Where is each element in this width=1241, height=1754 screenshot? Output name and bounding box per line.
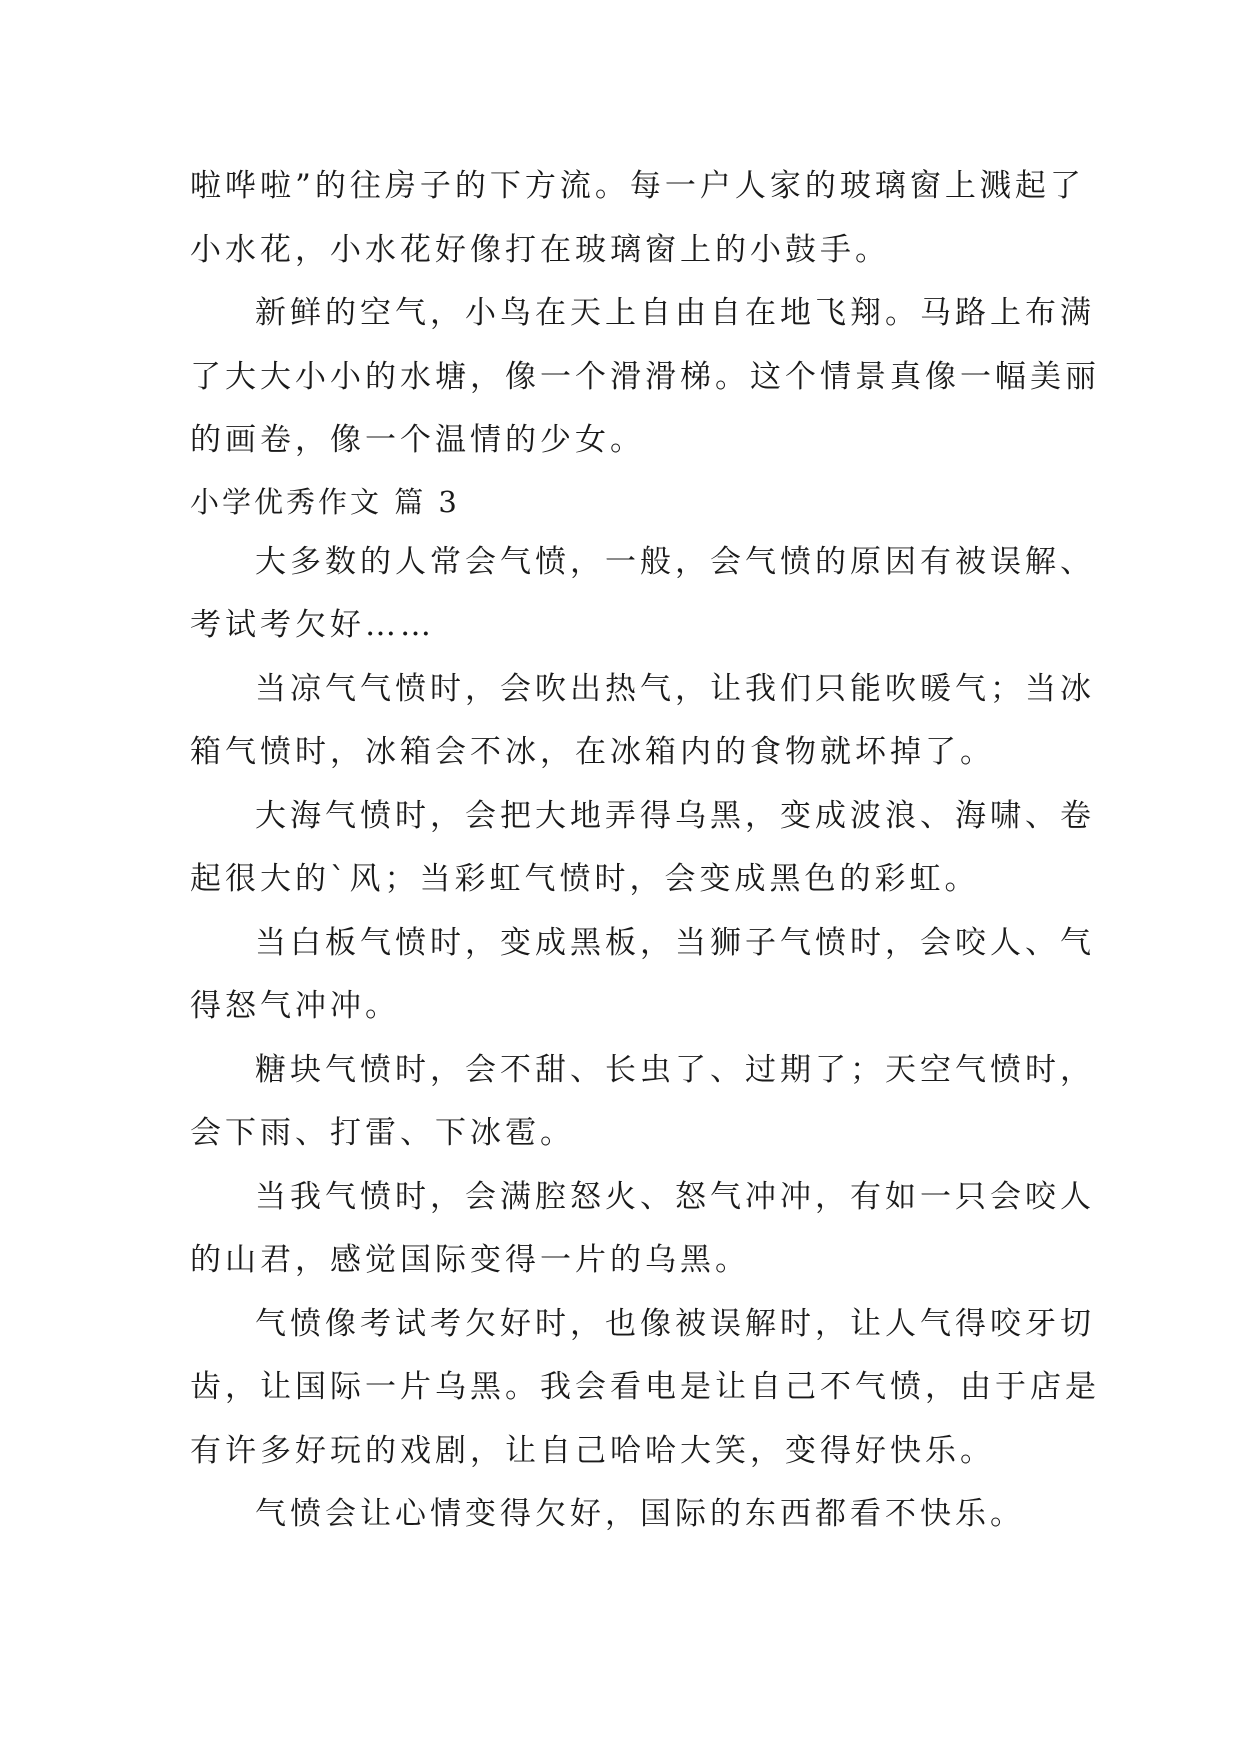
- text-line: 糖块气愤时，会不甜、长虫了、过期了；天空气愤时，: [255, 1051, 1095, 1088]
- text-line: 当我气愤时，会满腔怒火、怒气冲冲，有如一只会咬人: [255, 1178, 1095, 1215]
- text-line: 啦哗啦”的往房子的下方流。每一户人家的玻璃窗上溅起了: [190, 168, 1085, 204]
- text-line: 得怒气冲冲。: [190, 988, 400, 1024]
- text-line: 有许多好玩的戏剧，让自己哈哈大笑，变得好快乐。: [190, 1432, 995, 1469]
- paragraph-whiteboard-lion: [190, 912, 1095, 1039]
- paragraph-fresh-air: [190, 282, 1100, 473]
- text-line: 考试考欠好……: [190, 607, 435, 643]
- text-line: 当凉气气愤时，会吹出热气，让我们只能吹暖气；当冰: [255, 670, 1095, 707]
- section-heading: 小学优秀作文 篇 3: [190, 484, 460, 519]
- text-line: 齿，让国际一片乌黑。我会看电是让自己不气愤，由于店是: [190, 1369, 1100, 1405]
- paragraph-sea-rainbow: [190, 785, 1095, 912]
- text-line: 气愤会让心情变得欠好，国际的东西都看不快乐。: [255, 1496, 1025, 1532]
- paragraph-anger-causes: [190, 531, 1095, 658]
- text-line: 的山君，感觉国际变得一片的乌黑。: [190, 1242, 750, 1278]
- paragraph-when-i-am-angry: [190, 1166, 1095, 1293]
- text-line: 会下雨、打雷、下冰雹。: [190, 1115, 575, 1151]
- text-line: 箱气愤时，冰箱会不冰，在冰箱内的食物就坏掉了。: [190, 734, 995, 770]
- paragraph-ac-fridge: [190, 658, 1095, 785]
- text-line: 小水花，小水花好像打在玻璃窗上的小鼓手。: [190, 231, 890, 268]
- text-line: 的画卷，像一个温情的少女。: [190, 422, 645, 458]
- text-line: 气愤像考试考欠好时，也像被误解时，让人气得咬牙切: [255, 1305, 1095, 1342]
- paragraph-conclusion: [190, 1483, 1070, 1547]
- paragraph-rain-flow: [190, 155, 1085, 282]
- paragraph-candy-sky: [190, 1039, 1095, 1166]
- text-line: 当白板气愤时，变成黑板，当狮子气愤时，会咬人、气: [255, 924, 1095, 961]
- document-body: [190, 155, 1100, 1547]
- paragraph-anger-like-exam: [190, 1293, 1100, 1484]
- text-line: 新鲜的空气，小鸟在天上自由自在地飞翔。马路上布满: [255, 295, 1095, 331]
- text-line: 起很大的`风；当彩虹气愤时，会变成黑色的彩虹。: [190, 861, 980, 897]
- text-line: 大海气愤时，会把大地弄得乌黑，变成波浪、海啸、卷: [255, 797, 1095, 834]
- text-line: 大多数的人常会气愤，一般，会气愤的原因有被误解、: [255, 543, 1095, 580]
- text-line: 了大大小小的水塘，像一个滑滑梯。这个情景真像一幅美丽: [190, 358, 1100, 395]
